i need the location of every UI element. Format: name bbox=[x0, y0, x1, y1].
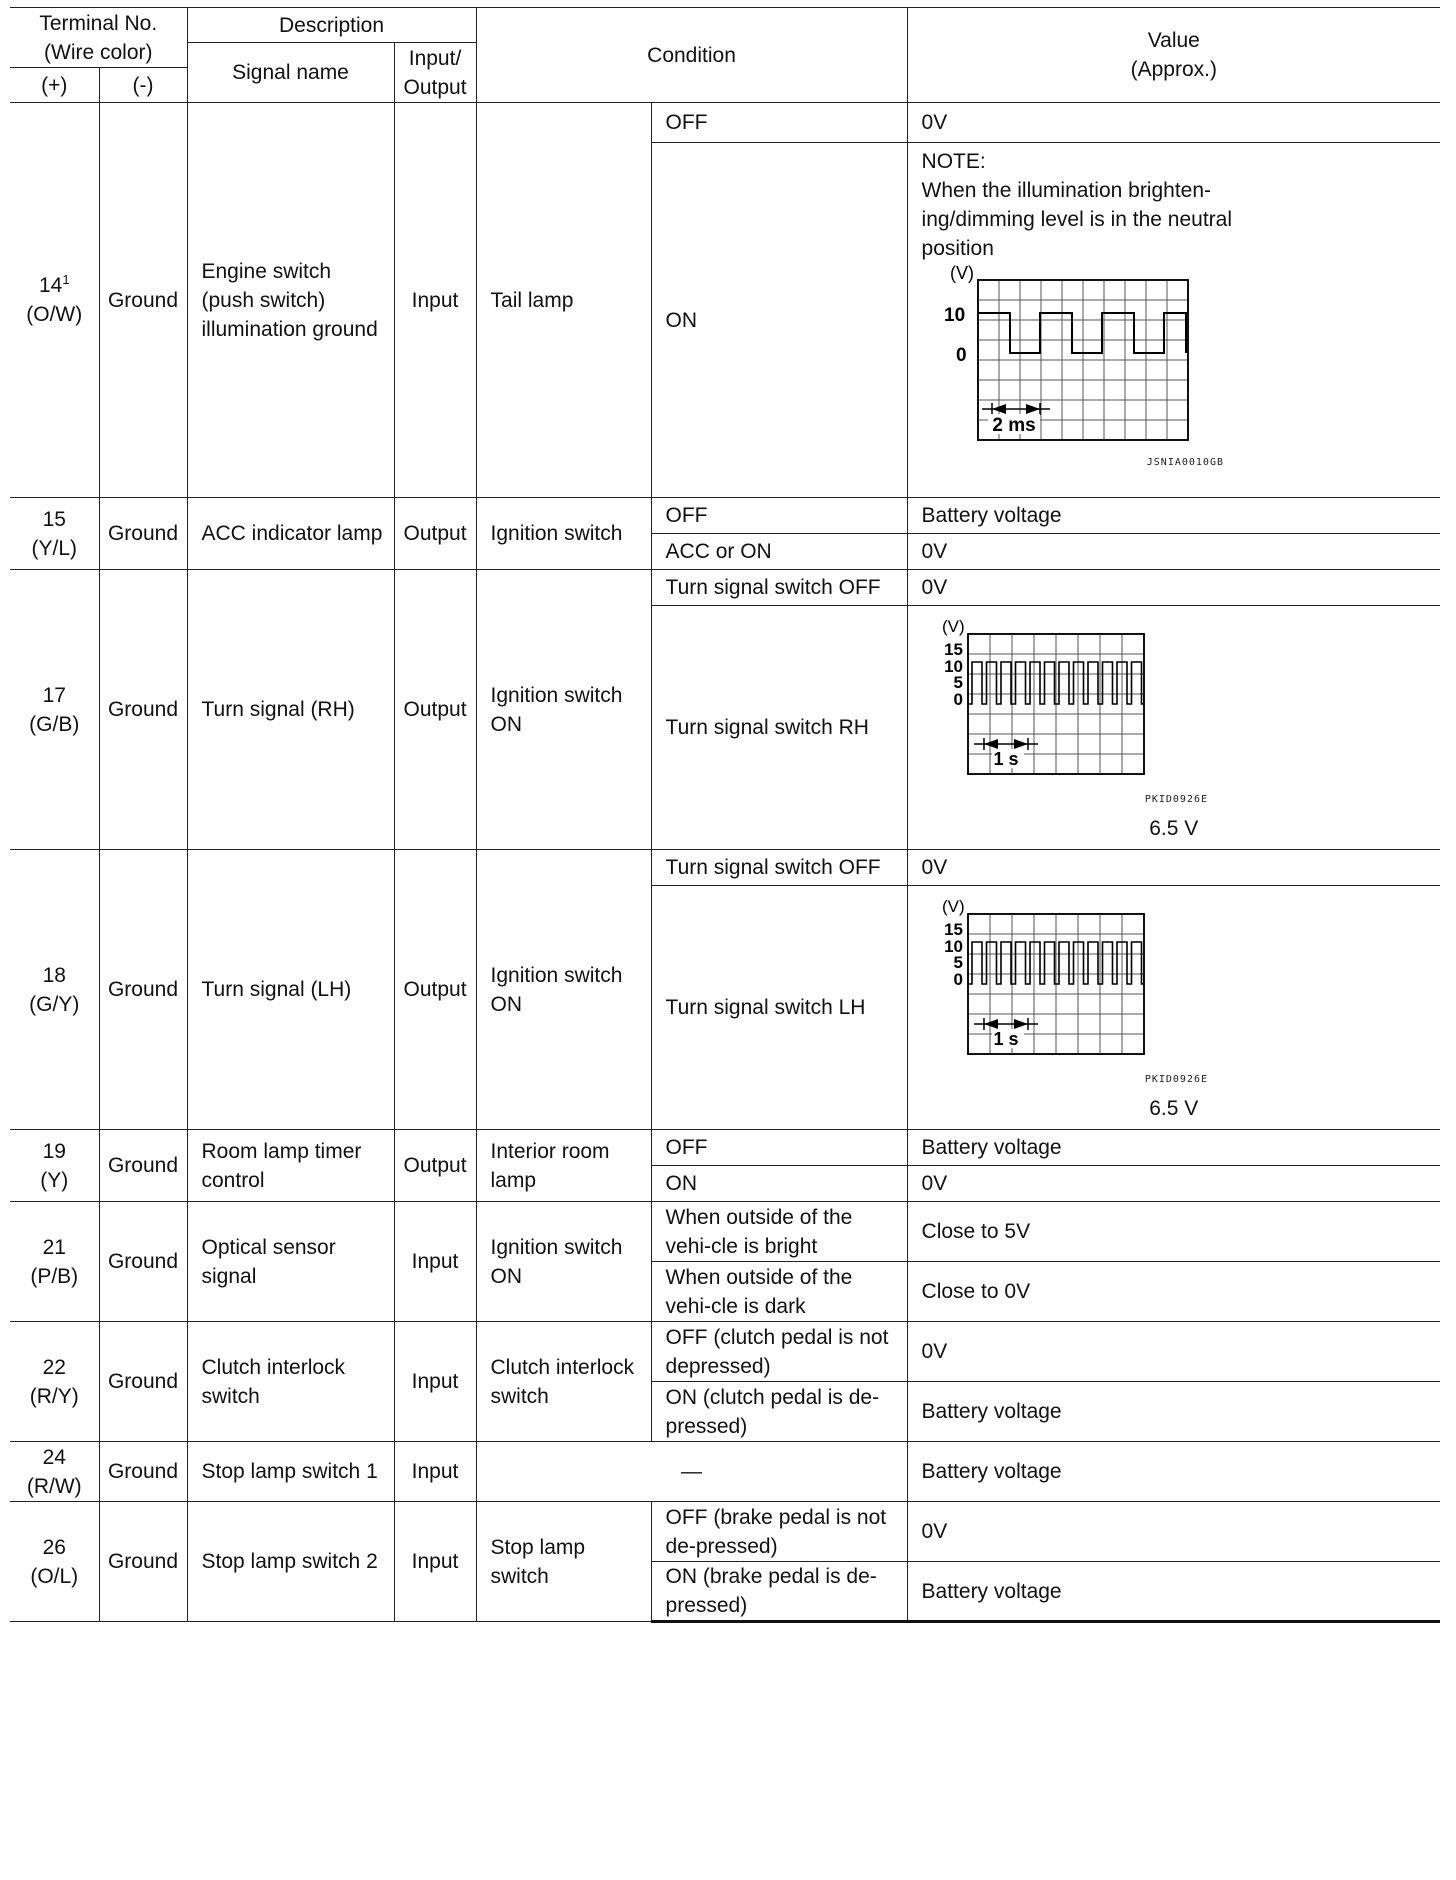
value-header-line2: (Approx.) bbox=[1130, 58, 1217, 81]
waveform-period-arrow bbox=[1014, 1019, 1028, 1029]
sub-condition-cell: Turn signal switch LH bbox=[651, 886, 907, 1130]
value-cell-with-waveform bbox=[907, 606, 1440, 850]
waveform-period-arrow bbox=[1014, 739, 1028, 749]
terminal-table bbox=[10, 7, 1440, 1623]
wire-color: (Y) bbox=[40, 1168, 69, 1192]
condition-cell: Tail lamp bbox=[476, 103, 651, 498]
terminal-number: 14 bbox=[38, 274, 63, 297]
table-row-terminal-15 bbox=[10, 498, 1440, 534]
waveform-period-label: 1 s bbox=[993, 1029, 1019, 1049]
waveform-y-unit: (V) bbox=[949, 263, 974, 283]
terminal-number: 21 bbox=[42, 1235, 66, 1259]
value-cell: 0V bbox=[907, 1322, 1440, 1382]
condition-cell: Ignition switch ON bbox=[476, 1202, 651, 1322]
io-cell: Input bbox=[394, 103, 476, 498]
ground-cell: Ground bbox=[99, 1202, 187, 1322]
ground-cell: Ground bbox=[99, 570, 187, 850]
sub-condition-cell: When outside of the vehi-cle is bright bbox=[651, 1202, 907, 1262]
terminal-header-label: Terminal No. bbox=[39, 11, 158, 35]
terminal-number: 15 bbox=[42, 507, 66, 531]
figure-code: PKID0926E bbox=[1144, 1074, 1208, 1085]
table-row-terminal-22 bbox=[10, 1322, 1440, 1382]
waveform-tick-label: 0 bbox=[953, 970, 963, 989]
wire-color: (R/W) bbox=[26, 1474, 82, 1498]
wire-color: (G/Y) bbox=[29, 992, 80, 1016]
sub-condition-cell: Turn signal switch OFF bbox=[651, 850, 907, 886]
figure-code: PKID0926E bbox=[1144, 794, 1208, 805]
waveform-trace bbox=[978, 313, 1186, 353]
terminal-number: 19 bbox=[42, 1139, 66, 1163]
table-row-terminal-21 bbox=[10, 1202, 1440, 1262]
value-cell: Close to 5V bbox=[907, 1202, 1440, 1262]
sub-condition-cell: OFF (clutch pedal is not depressed) bbox=[651, 1322, 907, 1382]
waveform-tick-label: 5 bbox=[953, 953, 963, 972]
value-cell: Battery voltage bbox=[907, 1562, 1440, 1622]
io-cell: Output bbox=[394, 570, 476, 850]
sub-condition-cell: ON (clutch pedal is de-pressed) bbox=[651, 1382, 907, 1442]
terminal-cell bbox=[10, 1322, 99, 1442]
wire-color: (O/W) bbox=[26, 303, 83, 326]
signal-name-cell: Room lamp timer control bbox=[187, 1130, 394, 1202]
signal-name-cell: Turn signal (RH) bbox=[187, 570, 394, 850]
value-cell: 0V bbox=[907, 1502, 1440, 1562]
header-row-1 bbox=[10, 8, 1440, 43]
signal-name-cell: ACC indicator lamp bbox=[187, 498, 394, 570]
figure-code: JSNIA0010GB bbox=[1146, 457, 1224, 468]
value-cell: 0V bbox=[907, 1166, 1440, 1202]
terminal-number: 17 bbox=[42, 683, 66, 707]
sub-condition-cell: OFF bbox=[651, 1130, 907, 1166]
terminal-cell bbox=[10, 850, 99, 1130]
value-cell: 0V bbox=[907, 103, 1440, 143]
waveform-turn-signal-lh bbox=[908, 892, 1218, 1092]
io-header-line2: Output bbox=[403, 75, 467, 99]
footnote-mark: 1 bbox=[62, 272, 70, 287]
io-cell: Output bbox=[394, 1130, 476, 1202]
terminal-number: 18 bbox=[42, 963, 66, 987]
terminal-cell bbox=[10, 570, 99, 850]
ground-cell: Ground bbox=[99, 850, 187, 1130]
io-cell: Input bbox=[394, 1202, 476, 1322]
value-cell: Close to 0V bbox=[907, 1262, 1440, 1322]
ground-cell: Ground bbox=[99, 103, 187, 498]
io-cell: Input bbox=[394, 1502, 476, 1622]
waveform-period-arrow bbox=[984, 739, 998, 749]
waveform-y-unit: (V) bbox=[941, 617, 965, 636]
value-cell: Battery voltage bbox=[907, 1382, 1440, 1442]
sub-condition-cell: OFF bbox=[651, 103, 907, 143]
terminal-cell bbox=[10, 1202, 99, 1322]
value-cell-with-waveform bbox=[907, 143, 1440, 498]
signal-name-cell: Stop lamp switch 1 bbox=[187, 1442, 394, 1502]
terminal-number: 26 bbox=[42, 1535, 66, 1559]
io-cell: Input bbox=[394, 1442, 476, 1502]
signal-name-cell: Optical sensor signal bbox=[187, 1202, 394, 1322]
value-header-line1: Value bbox=[1147, 29, 1200, 52]
value-cell: Battery voltage bbox=[907, 1130, 1440, 1166]
table-row-terminal-26 bbox=[10, 1502, 1440, 1562]
note-text: When the illumination brighten-ing/dimming level is in the neutral position bbox=[921, 179, 1233, 260]
sub-condition-cell: OFF bbox=[651, 498, 907, 534]
waveform-tick-label: 10 bbox=[943, 937, 963, 956]
wire-color: (Y/L) bbox=[31, 536, 77, 560]
waveform-tick-label: 15 bbox=[943, 920, 963, 939]
note-title: NOTE: bbox=[921, 150, 986, 173]
value-cell: 0V bbox=[907, 850, 1440, 886]
table-row-terminal-19 bbox=[10, 1130, 1440, 1166]
waveform-tick-label: 0 bbox=[953, 690, 963, 709]
voltage-note: 6.5 V bbox=[1149, 817, 1199, 840]
sub-condition-cell: ON (brake pedal is de-pressed) bbox=[651, 1562, 907, 1622]
value-cell-with-waveform bbox=[907, 886, 1440, 1130]
sub-condition-cell: Turn signal switch RH bbox=[651, 606, 907, 850]
plus-header: (+) bbox=[10, 68, 99, 103]
terminal-cell bbox=[10, 1502, 99, 1622]
wire-color: (R/Y) bbox=[29, 1384, 79, 1408]
waveform-illumination bbox=[922, 263, 1232, 473]
condition-cell: Ignition switch ON bbox=[476, 570, 651, 850]
waveform-turn-signal-rh bbox=[908, 612, 1218, 812]
waveform-period-label: 2 ms bbox=[991, 415, 1036, 436]
sub-condition-cell: Turn signal switch OFF bbox=[651, 570, 907, 606]
waveform-period-marker bbox=[982, 403, 1050, 415]
ground-cell: Ground bbox=[99, 1322, 187, 1442]
description-header: Description bbox=[187, 8, 476, 43]
wire-color: (G/B) bbox=[29, 712, 80, 736]
condition-header: Condition bbox=[476, 8, 907, 103]
condition-cell: Ignition switch bbox=[476, 498, 651, 570]
signal-name-cell: Clutch interlock switch bbox=[187, 1322, 394, 1442]
value-cell: 0V bbox=[907, 570, 1440, 606]
ground-cell: Ground bbox=[99, 1442, 187, 1502]
io-header bbox=[394, 43, 476, 103]
table-row-terminal-18 bbox=[10, 850, 1440, 886]
waveform-period-arrow bbox=[984, 1019, 998, 1029]
voltage-note: 6.5 V bbox=[1149, 1097, 1199, 1120]
signal-name-header: Signal name bbox=[187, 43, 394, 103]
terminal-cell bbox=[10, 1130, 99, 1202]
terminal-table-sheet bbox=[10, 7, 1440, 1873]
waveform-tick-0: 0 bbox=[955, 345, 967, 366]
waveform-tick-label: 5 bbox=[953, 673, 963, 692]
wire-color-header-label: (Wire color) bbox=[44, 40, 153, 64]
io-header-line1: Input/ bbox=[408, 46, 462, 70]
sub-condition-cell: OFF (brake pedal is not de-pressed) bbox=[651, 1502, 907, 1562]
minus-header: (-) bbox=[99, 68, 187, 103]
terminal-number: 22 bbox=[42, 1355, 66, 1379]
io-cell: Output bbox=[394, 498, 476, 570]
sub-condition-cell: ON bbox=[651, 1166, 907, 1202]
signal-name-cell: Turn signal (LH) bbox=[187, 850, 394, 1130]
waveform-tick-label: 15 bbox=[943, 640, 963, 659]
wire-color: (P/B) bbox=[30, 1264, 79, 1288]
io-cell: Output bbox=[394, 850, 476, 1130]
condition-cell: — bbox=[476, 1442, 907, 1502]
terminal-header bbox=[10, 8, 187, 68]
condition-cell: Clutch interlock switch bbox=[476, 1322, 651, 1442]
wire-color: (O/L) bbox=[30, 1564, 79, 1588]
value-cell: Battery voltage bbox=[907, 1442, 1440, 1502]
sub-condition-cell: When outside of the vehi-cle is dark bbox=[651, 1262, 907, 1322]
table-row-terminal-24 bbox=[10, 1442, 1440, 1502]
signal-name-cell: Engine switch (push switch) illumination ground bbox=[187, 103, 394, 498]
ground-cell: Ground bbox=[99, 1502, 187, 1622]
table-row-terminal-14 bbox=[10, 103, 1440, 143]
table-row-terminal-17 bbox=[10, 570, 1440, 606]
value-cell: 0V bbox=[907, 534, 1440, 570]
ground-cell: Ground bbox=[99, 1130, 187, 1202]
condition-cell: Stop lamp switch bbox=[476, 1502, 651, 1622]
ground-cell: Ground bbox=[99, 498, 187, 570]
value-header bbox=[907, 8, 1440, 103]
condition-cell: Ignition switch ON bbox=[476, 850, 651, 1130]
terminal-cell bbox=[10, 103, 99, 498]
terminal-cell bbox=[10, 498, 99, 570]
terminal-cell bbox=[10, 1442, 99, 1502]
value-cell: Battery voltage bbox=[907, 498, 1440, 534]
sub-condition-cell: ACC or ON bbox=[651, 534, 907, 570]
signal-name-cell: Stop lamp switch 2 bbox=[187, 1502, 394, 1622]
waveform-period-label: 1 s bbox=[993, 749, 1019, 769]
condition-cell: Interior room lamp bbox=[476, 1130, 651, 1202]
waveform-tick-10: 10 bbox=[943, 305, 965, 326]
terminal-number: 24 bbox=[42, 1445, 66, 1469]
io-cell: Input bbox=[394, 1322, 476, 1442]
waveform-tick-label: 10 bbox=[943, 657, 963, 676]
sub-condition-cell: ON bbox=[651, 143, 907, 498]
waveform-y-unit: (V) bbox=[941, 897, 965, 916]
